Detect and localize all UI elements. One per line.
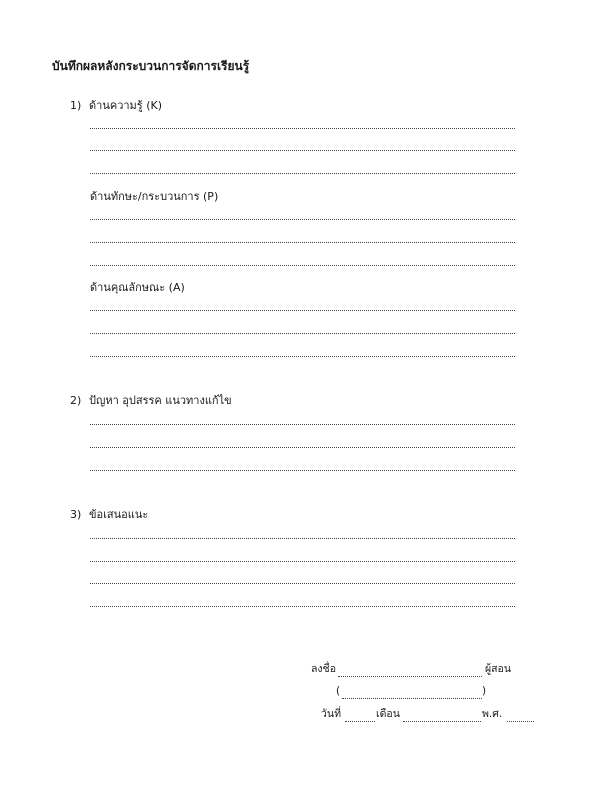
writing-line [90,242,515,243]
section-1-number: 1) [70,99,82,112]
teacher-role-label: ผู้สอน [485,663,512,675]
date-year-line [507,721,534,722]
writing-line [90,447,515,448]
writing-line [90,173,515,174]
sign-name-line [338,676,482,677]
writing-line [90,333,515,334]
writing-line [90,310,515,311]
date-month-label: เดือน [376,708,400,720]
name-paren-open: ( [336,685,341,697]
section-3-heading [70,505,148,523]
date-day-label: วันที่ [321,708,341,720]
section-1-heading [70,96,162,114]
section-1-label: ด้านความรู้ (K) [89,99,163,112]
page-title: บันทึกผลหลังกระบวนการจัดการเรียนรู้ [52,59,250,73]
section-2-heading [70,391,232,409]
writing-line [90,470,515,471]
writing-line [90,561,515,562]
section-1-sublabel-skills: ด้านทักษะ/กระบวนการ (P) [90,190,219,203]
section-2-label: ปัญหา อุปสรรค แนวทางแก้ไข [89,394,232,407]
section-1-sublabel-attributes: ด้านคุณลักษณะ (A) [90,281,185,294]
section-3-label: ข้อเสนอแนะ [89,508,149,521]
writing-line [90,356,515,357]
section-3-number: 3) [70,508,82,521]
writing-line [90,424,515,425]
name-paren-close: ) [482,685,487,697]
writing-line [90,606,515,607]
writing-line [90,583,515,584]
section-2-number: 2) [70,394,82,407]
date-day-line [345,721,375,722]
sign-label: ลงชื่อ [311,663,336,675]
writing-line [90,128,515,129]
writing-line [90,538,515,539]
writing-line [90,265,515,266]
writing-line [90,150,515,151]
writing-line [90,219,515,220]
date-year-label: พ.ศ. [482,708,503,720]
printed-name-line [342,698,482,699]
date-month-line [403,721,481,722]
